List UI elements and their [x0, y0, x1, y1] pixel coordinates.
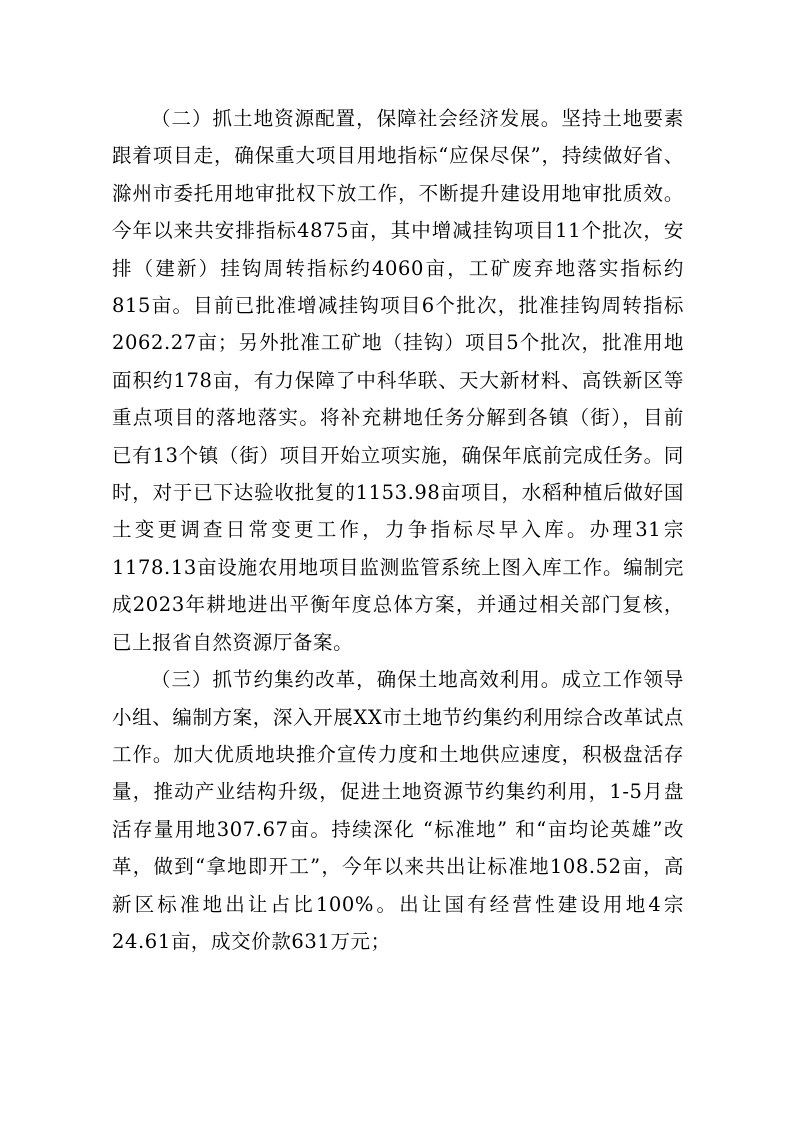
paragraph-land-efficiency	[112, 661, 684, 960]
paragraph-text: 坚持土地要素跟着项目走，确保重大项目用地指标“应保尽保”，持续做好省、滁州市委托用地审批权下放工作，不断提升建设用地审批质效。今年以来共安排指标4875亩，其中增减挂钩项目11个批次，安排（建新）挂钩周转指标约4060亩，工矿废弃地落实指标约815亩。目前已批准增减挂钩项目6个批次，批准挂钩周转指标2062.27亩；另外批准工矿地（挂钩）项目5个批次，批准用地面积约178亩，有力保障了中科华联、天大新材料、高铁新区等重点项目的落地落实。将补充耕地任务分解到各镇（街），目前已有13个镇（街）项目开始立项实施，确保年底前完成任务。同时，对于已下达验收批复的1153.98亩项目，水稻种植后做好国土变更调查日常变更工作，力争指标尽早入库。办理31宗1178.13亩设施农用地项目监测监管系统上图入库工作。编制完成2023年耕地进出平衡年度总体方案，并通过相关部门复核，已上报省自然资源厅备案。	[112, 107, 684, 654]
paragraph-land-allocation	[112, 100, 684, 661]
document-body	[112, 100, 684, 960]
paragraph-heading: （三）抓节约集约改革，确保土地高效利用。	[151, 668, 562, 692]
paragraph-text: 成立工作领导小组、编制方案，深入开展XX市土地节约集约利用综合改革试点工作。加大优质地块推介宣传力度和土地供应速度，积极盘活存量，推动产业结构升级，促进土地资源节约集约利用，1-5月盘活存量用地307.67亩。持续深化 “标准地” 和“亩均论英雄”改革，做到“拿地即开工”，今年以来共出让标准地108.52亩，高新区标准地出让占比100%。出让国有经营性建设用地4宗24.61亩，成交价款631万元；	[112, 668, 684, 953]
paragraph-heading: （二）抓土地资源配置，保障社会经济发展。	[151, 107, 562, 130]
